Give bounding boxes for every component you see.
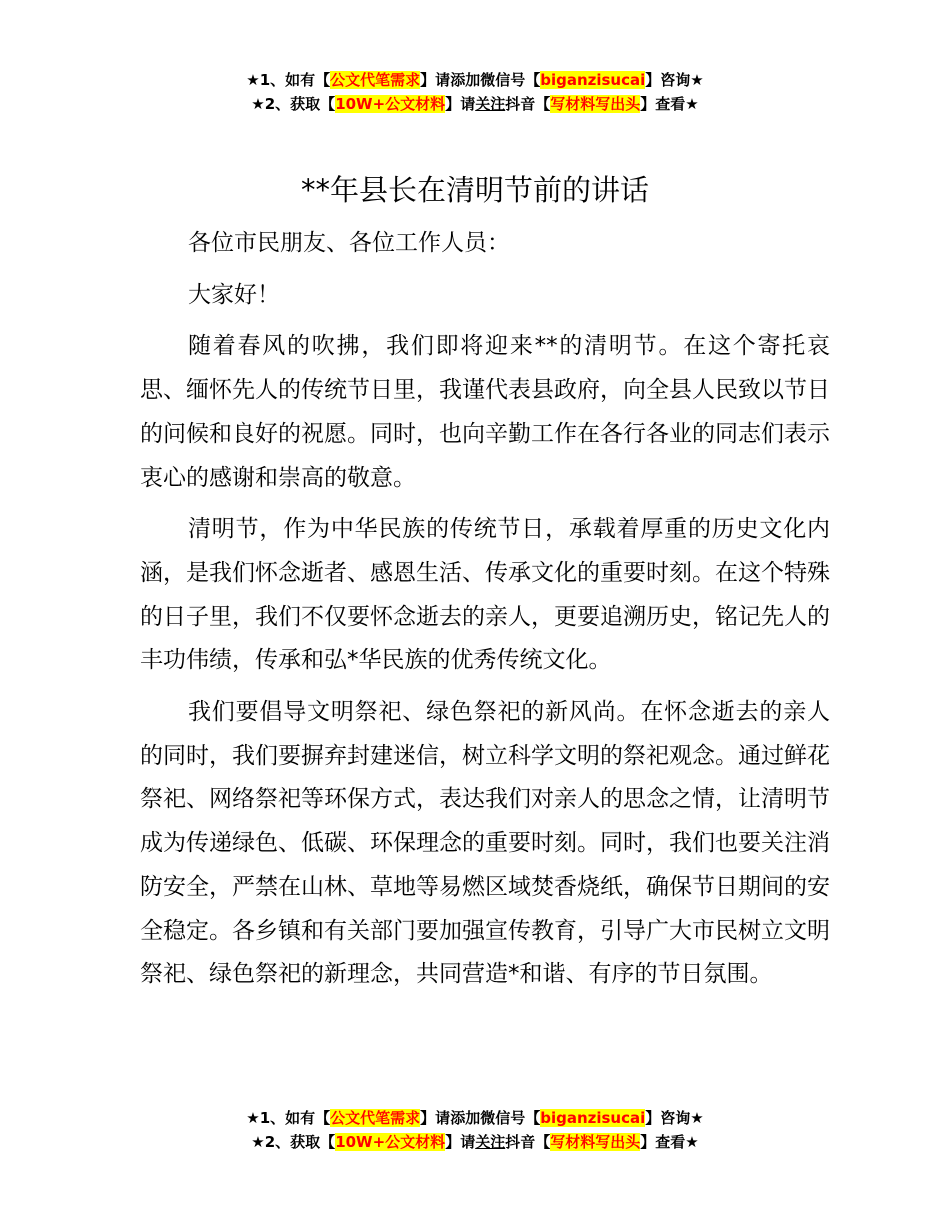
document-body — [140, 222, 830, 1005]
notice-text: 添加 — [450, 1109, 481, 1127]
notice-text: 】查看★ — [640, 1133, 699, 1151]
notice-highlight: 10W+公文材料 — [335, 95, 446, 113]
notice-highlight: 写材料写出头 — [550, 95, 641, 113]
notice-text: 】咨询★ — [645, 71, 704, 89]
greeting: 大家好！ — [188, 281, 280, 308]
notice-text: 微信号【 — [480, 71, 541, 89]
body-paragraph: 我们要倡导文明祭祀、绿色祭祀的新风尚。在怀念逝去的亲人的同时，我们要摒弃封建迷信，树立科学文明的祭祀观念。通过鲜花祭祀、网络祭祀等环保方式，表达我们对亲人的思念之情，让清明节成为传递绿色、低碳、环保理念的重要时刻。同时，我们也要关注消防安全，严禁在山林、草地等易燃区域焚香烧纸，确保节日期间的安全稳定。各乡镇和有关部门要加强宣传教育，引导广大市民树立文明祭祀、绿色祭祀的新理念，共同营造*和谐、有序的节日氛围。 — [140, 699, 830, 988]
notice-text: 关注 — [475, 95, 506, 113]
notice-text: 】查看★ — [640, 95, 699, 113]
notice-line-1 — [0, 68, 950, 92]
notice-text: 】咨询★ — [645, 1109, 704, 1127]
notice-highlight: biganzisucai — [540, 1109, 646, 1127]
notice-highlight: biganzisucai — [540, 71, 646, 89]
notice-line-2 — [0, 1130, 950, 1154]
notice-line-2 — [0, 92, 950, 116]
salutation: 各位市民朋友、各位工作人员： — [188, 230, 510, 256]
notice-text: ★1、如有【 — [246, 71, 331, 89]
notice-text: 添加 — [450, 71, 481, 89]
notice-text: ★1、如有【 — [246, 1109, 331, 1127]
notice-highlight: 写材料写出头 — [550, 1133, 641, 1151]
document-title: **年县长在清明节前的讲话 — [300, 173, 649, 207]
notice-highlight: 10W+公文材料 — [335, 1133, 446, 1151]
notice-text: 】请 — [420, 71, 451, 89]
notice-text: 关注 — [475, 1133, 506, 1151]
footer-notice — [0, 1106, 950, 1154]
header-notice — [0, 68, 950, 116]
notice-text: 抖音【 — [505, 95, 551, 113]
notice-highlight: 公文代笔需求 — [330, 1109, 421, 1127]
notice-text: 抖音【 — [505, 1133, 551, 1151]
notice-line-1 — [0, 1106, 950, 1130]
notice-text: 】请 — [445, 95, 476, 113]
notice-text: ★2、获取【 — [251, 1133, 336, 1151]
notice-text: 】请 — [420, 1109, 451, 1127]
notice-highlight: 公文代笔需求 — [330, 71, 421, 89]
body-paragraph: 清明节，作为中华民族的传统节日，承载着厚重的历史文化内涵，是我们怀念逝者、感恩生活、传承文化的重要时刻。在这个特殊的日子里，我们不仅要怀念逝去的亲人，更要追溯历史，铭记先人的丰功伟绩，传承和弘*华民族的优秀传统文化。 — [140, 516, 830, 674]
notice-text: 】请 — [445, 1133, 476, 1151]
notice-text: 微信号【 — [480, 1109, 541, 1127]
body-paragraph: 随着春风的吹拂，我们即将迎来**的清明节。在这个寄托哀思、缅怀先人的传统节日里，我谨代表县政府，向全县人民致以节日的问候和良好的祝愿。同时，也向辛勤工作在各行各业的同志们表示衷心的感谢和崇高的敬意。 — [140, 333, 830, 491]
notice-text: ★2、获取【 — [251, 95, 336, 113]
